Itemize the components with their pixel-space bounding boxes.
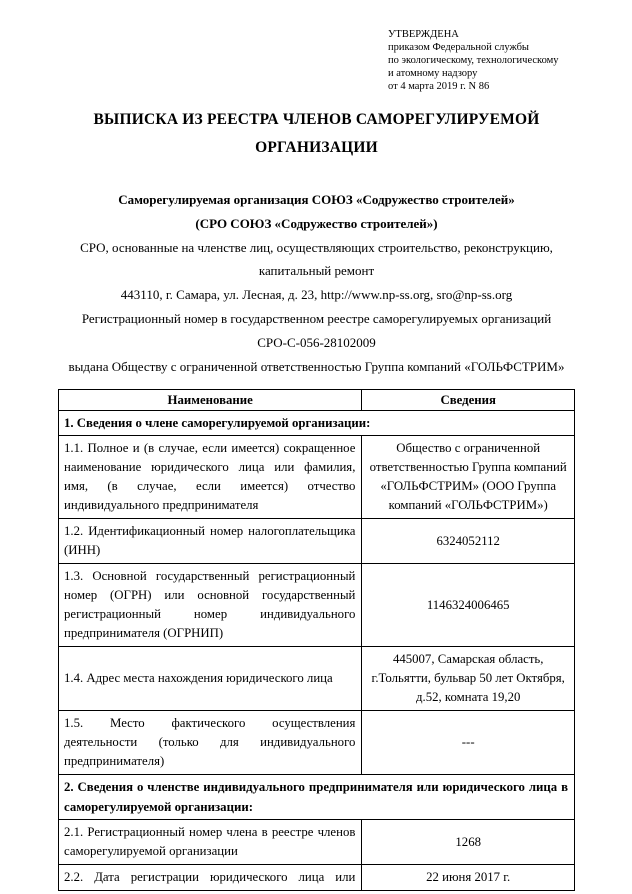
row-2-1-label: 2.1. Регистрационный номер члена в реестре членов саморегулируемой организации [59, 820, 362, 865]
row-1-1-label: 1.1. Полное и (в случае, если имеется) сокращенное наименование юридического лица или фамилия, имя, (в случае, если имеется) отчество индивидуального предпринимателя [59, 436, 362, 519]
section-1-title: 1. Сведения о члене саморегулируемой организации: [59, 411, 575, 436]
table-row [59, 436, 575, 519]
issued-to-line: выдана Обществу с ограниченной ответственностью Группа компаний «ГОЛЬФСТРИМ» [68, 359, 565, 374]
intro-block [58, 188, 575, 378]
column-header-name: Наименование [59, 390, 362, 411]
table-header-row [59, 390, 575, 411]
column-header-info: Сведения [362, 390, 575, 411]
registry-number: СРО-С-056-28102009 [257, 335, 376, 350]
table-row [59, 711, 575, 775]
row-1-3-label: 1.3. Основной государственный регистрационный номер (ОГРН) или основной государственный регистрационный номер индивидуального предпринимателя (ОГРНИП) [59, 564, 362, 647]
section-1-row [59, 411, 575, 436]
sro-basis: СРО, основанные на членстве лиц, осуществляющих строительство, реконструкцию, капитальный ремонт [80, 240, 553, 278]
approval-line: от 4 марта 2019 г. N 86 [388, 81, 490, 92]
approval-line: УТВЕРЖДЕНА [388, 29, 459, 40]
section-2-row [59, 775, 575, 820]
row-2-2-label: 2.2. Дата регистрации юридического лица или [59, 865, 362, 891]
section-2-title: 2. Сведения о членстве индивидуального предпринимателя или юридического лица в саморегулируемой организации: [59, 775, 575, 820]
row-1-3-value: 1146324006465 [362, 564, 575, 647]
row-1-5-value: --- [362, 711, 575, 775]
row-1-2-label: 1.2. Идентификационный номер налогоплательщика (ИНН) [59, 519, 362, 564]
row-1-5-label: 1.5. Место фактического осуществления деятельности (только для индивидуального предпринимателя) [59, 711, 362, 775]
row-1-1-value: Общество с ограниченной ответственностью Группа компаний «ГОЛЬФСТРИМ» (ООО Группа компаний «ГОЛЬФСТРИМ») [362, 436, 575, 519]
approval-line: по экологическому, технологическому [388, 55, 559, 66]
registry-number-label: Регистрационный номер в государственном реестре саморегулируемых организаций [81, 311, 552, 326]
table-row [59, 865, 575, 891]
table-row [59, 519, 575, 564]
approval-line: приказом Федеральной службы [388, 42, 529, 53]
table-row [59, 647, 575, 711]
org-name-full: Саморегулируемая организация СОЮЗ «Содружество строителей» [118, 192, 515, 207]
org-name-short: (СРО СОЮЗ «Содружество строителей») [195, 216, 438, 231]
row-1-4-value: 445007, Самарская область, г.Тольятти, бульвар 50 лет Октября, д.52, комната 19,20 [362, 647, 575, 711]
row-1-4-label: 1.4. Адрес места нахождения юридического лица [59, 647, 362, 711]
contact-line: 443110, г. Самара, ул. Лесная, д. 23, http://www.np-ss.org, sro@np-ss.org [120, 287, 513, 302]
document-title: ВЫПИСКА ИЗ РЕЕСТРА ЧЛЕНОВ САМОРЕГУЛИРУЕМОЙ ОРГАНИЗАЦИИ [93, 111, 540, 156]
row-2-2-value: 22 июня 2017 г. [362, 865, 575, 891]
registry-table [58, 389, 575, 891]
row-1-2-value: 6324052112 [362, 519, 575, 564]
approval-block [388, 28, 575, 93]
table-row [59, 820, 575, 865]
approval-line: и атомному надзору [388, 68, 478, 79]
row-2-1-value: 1268 [362, 820, 575, 865]
table-row [59, 564, 575, 647]
